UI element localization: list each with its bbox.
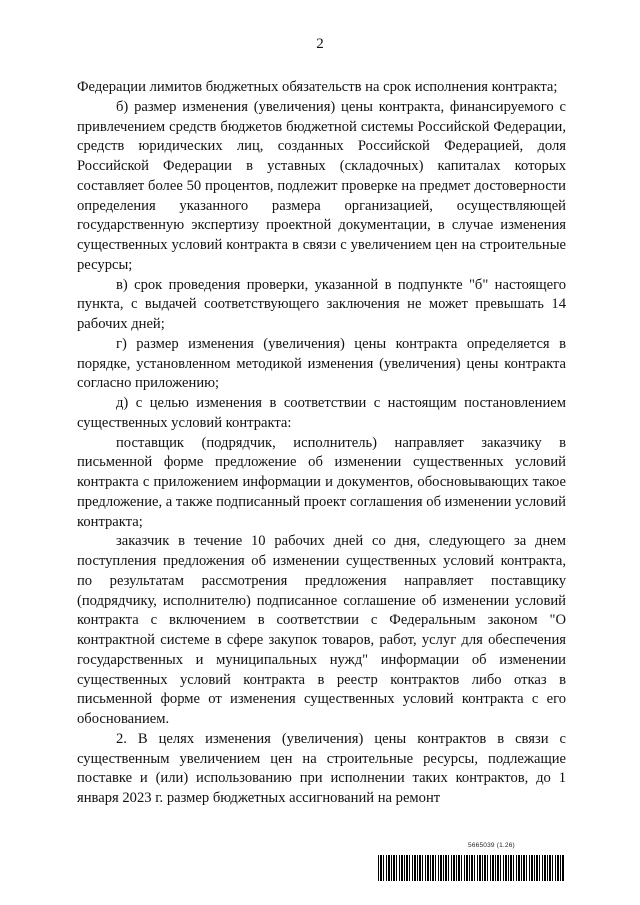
paragraph-item-v: в) срок проведения проверки, указанной в подпункте "б" настоящего пункта, с выдачей соответствующего заключения не может превышать 14 рабочих дней;	[77, 276, 566, 332]
paragraph-item-d: д) с целью изменения в соответствии с настоящим постановлением существенных условий контракта:	[77, 395, 566, 431]
paragraph-supplier: поставщик (подрядчик, исполнитель) направляет заказчику в письменной форме предложение об изменении существенных условий контракта с приложением информации и документов, обосновывающих такое предложение, а также подписанный проект соглашения об изменении условий контракта;	[77, 434, 566, 530]
paragraph-customer: заказчик в течение 10 рабочих дней со дня, следующего за днем поступления предложения об изменении существенных условий контракта, по результатам рассмотрения предложения направляет поставщику (подрядчику, исполнителю) подписанное соглашение об изменении условий контракта с включением в соответствии с Федеральным законом "О контрактной системе в сфере закупок товаров, работ, услуг для обеспечения государственных и муниципальных нужд" информации об изменении существенных условий контракта в реестр контрактов либо отказ в письменной форме от изменения существенных условий контракта с его обоснованием.	[77, 533, 566, 727]
paragraph-continuation: Федерации лимитов бюджетных обязательств на срок исполнения контракта;	[77, 79, 558, 95]
paragraph-point-2: 2. В целях изменения (увеличения) цены контрактов в связи с существенным увеличением цен на строительные ресурсы, подлежащие поставке и (или) использованию при исполнении таких контрактов, до 1 января 2023 г. размер бюджетных ассигнований на ремонт	[77, 730, 566, 806]
barcode-image	[378, 855, 564, 881]
paragraph-item-b: б) размер изменения (увеличения) цены контракта, финансируемого с привлечением средств бюджетов бюджетной системы Российской Федерации, средств юридических лиц, созданных Российской Федерацией, доля Российской Федерации в уставных (складочных) капиталах которых составляет более 50 процентов, подлежит проверке на предмет достоверности определения указанного размера организацией, осуществляющей государственную экспертизу проектной документации, в случае изменения существенных условий контракта в связи с увеличением цен на строительные ресурсы;	[77, 98, 566, 273]
document-reference-number: 5665039 (1.26)	[468, 842, 515, 849]
page-number: 2	[316, 36, 324, 52]
document-body	[77, 78, 566, 809]
paragraph-item-g: г) размер изменения (увеличения) цены контракта определяется в порядке, установленном методикой изменения (увеличения) цены контракта согласно приложению;	[77, 335, 566, 392]
